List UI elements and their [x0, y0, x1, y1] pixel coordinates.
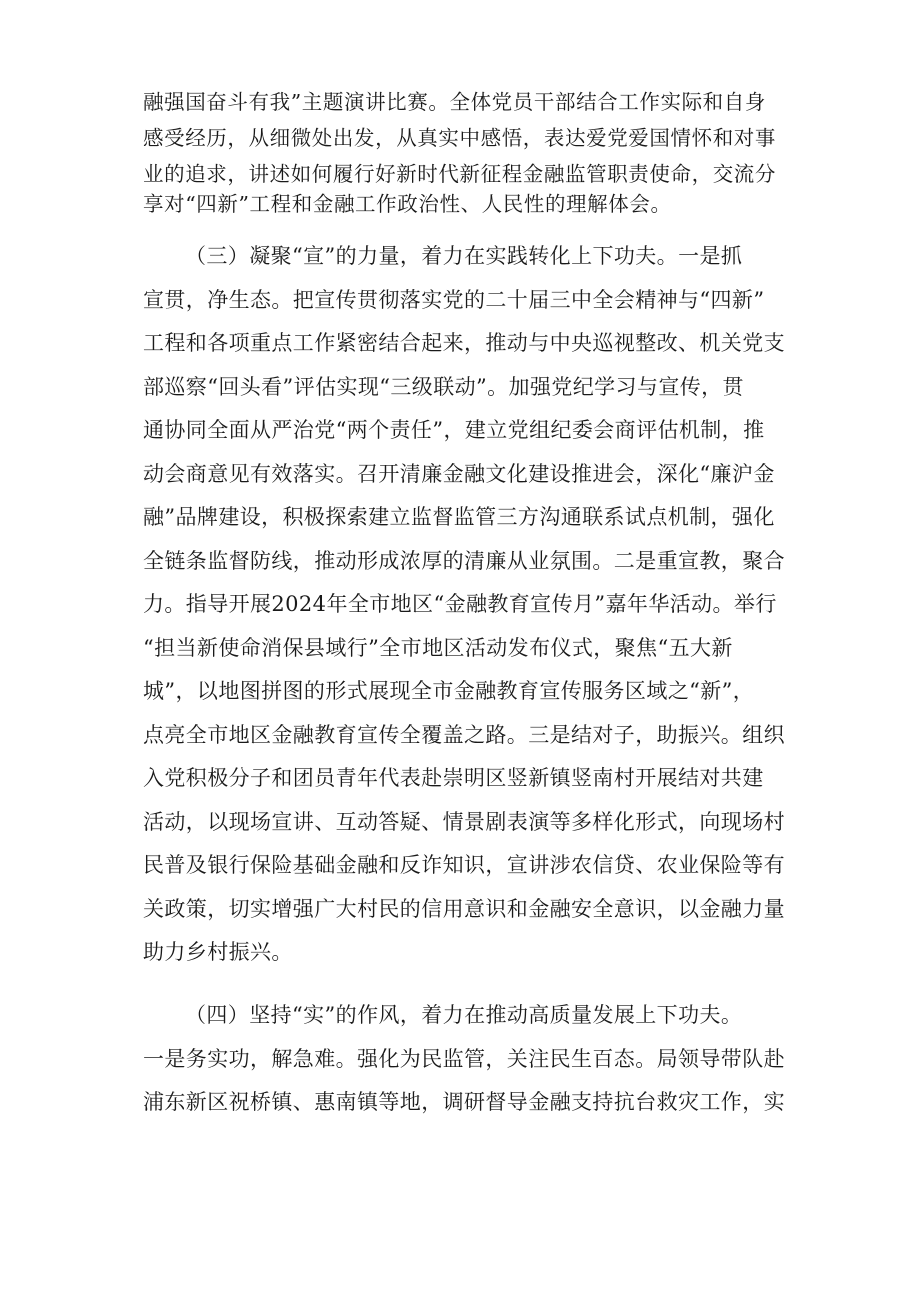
text-line: 感受经历，从细微处出发，从真实中感悟，表达爱党爱国情怀和对事	[143, 126, 776, 150]
text-line: 融强国奋斗有我”主题演讲比赛。全体党员干部结合工作实际和自身	[143, 90, 766, 114]
text-line: （三）凝聚“宣”的力量，着力在实践转化上下功夫。一是抓	[185, 244, 743, 268]
text-line: 活动，以现场宣讲、互动答疑、情景剧表演等多样化形式，向现场村	[143, 810, 785, 834]
text-line: 一是务实功，解急难。强化为民监管，关注民生百态。局领导带队赴	[143, 1047, 785, 1071]
text-line: 助力乡村振兴。	[143, 940, 293, 964]
text-line: 浦东新区祝桥镇、惠南镇等地，调研督导金融支持抗台救灾工作，实	[143, 1090, 785, 1114]
text-line: “担当新使命消保县域行”全市地区活动发布仪式，聚焦“五大新	[143, 636, 733, 660]
text-line: 宣贯，净生态。把宣传贯彻落实党的二十届三中全会精神与“四新”	[143, 288, 765, 312]
text-line: 城”，以地图拼图的形式展现全市金融教育宣传服务区域之“新”，	[143, 679, 755, 703]
text-line: 民普及银行保险基础金融和反诈知识，宣讲涉农信贷、农业保险等有	[143, 853, 785, 877]
text-line: 工程和各项重点工作紧密结合起来，推动与中央巡视整改、机关党支	[143, 331, 785, 355]
text-line: 入党积极分子和团员青年代表赴崇明区竖新镇竖南村开展结对共建	[143, 766, 764, 790]
text-line: 关政策，切实增强广大村民的信用意识和金融安全意识，以金融力量	[143, 897, 785, 921]
text-line: 通协同全面从严治党“两个责任”，建立党组纪委会商评估机制，推	[143, 418, 765, 442]
text-line: 业的追求，讲述如何履行好新时代新征程金融监管职责使命，交流分	[143, 162, 776, 186]
text-line: 部巡察“回头看”评估实现“三级联动”。加强党纪学习与宣传，贯	[143, 375, 744, 399]
text-line: 动会商意见有效落实。召开清廉金融文化建设推进会，深化“廉沪金	[143, 462, 775, 486]
text-line: 享对“四新”工程和金融工作政治性、人民性的理解体会。	[143, 192, 672, 216]
text-line: 全链条监督防线，推动形成浓厚的清廉从业氛围。二是重宣教，聚合	[143, 549, 785, 573]
text-line: 融”品牌建设，积极探索建立监督监管三方沟通联系试点机制，强化	[143, 505, 775, 529]
text-line: 力。指导开展2024年全市地区“金融教育宣传月”嘉年华活动。举行	[143, 592, 777, 616]
text-line: （四）坚持“实”的作风，着力在推动高质量发展上下功夫。	[185, 1003, 743, 1027]
text-line: 点亮全市地区金融教育宣传全覆盖之路。三是结对子，助振兴。组织	[143, 723, 785, 747]
